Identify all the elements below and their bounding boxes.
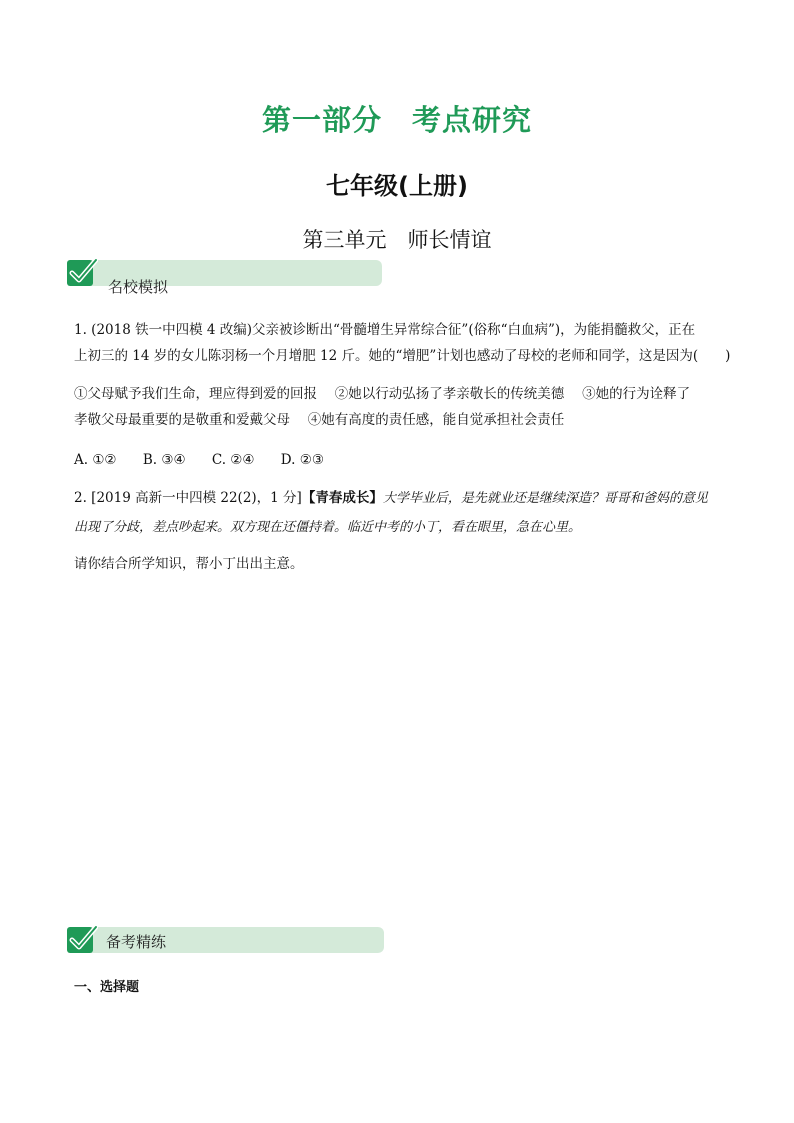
option-a[interactable]: A. ①② <box>74 452 117 468</box>
q2-line1 <box>74 488 708 509</box>
q2-prefix: 2. [2019 高新一中四模 22(2)，1 分] <box>74 490 302 506</box>
q2-line1-rest: 大学毕业后，是先就业还是继续深造？哥哥和爸妈的意见 <box>382 491 708 506</box>
q2-prompt: 请你结合所学知识，帮小丁出出主意。 <box>74 556 304 572</box>
part-heading-choice: 一、选择题 <box>74 980 140 995</box>
part-title: 第一部分 考点研究 <box>261 103 532 137</box>
q1-options <box>74 450 346 470</box>
check-icon <box>66 923 98 955</box>
q2-line2: 出现了分歧，差点吵起来。双方现在还僵持着。临近中考的小丁，看在眼里，急在心里。 <box>74 520 582 535</box>
q1-line2: 上初三的 14 岁的女儿陈羽杨一个月增肥 12 斤。她的“增肥”计划也感动了母校的老师和同学，这是因为( ) <box>74 348 731 364</box>
q1-statement-line1: ①父母赋予我们生命，理应得到爱的回报 ②她以行动弘扬了孝亲敬长的传统美德 ③她的行为诠释了 <box>74 386 691 402</box>
option-b[interactable]: B. ③④ <box>142 452 186 468</box>
option-c[interactable]: C. ②④ <box>211 452 255 468</box>
q2-tag: 【青春成长】 <box>301 490 383 506</box>
unit-title: 第三单元 师长情谊 <box>302 228 492 252</box>
grade-title: 七年级(上册) <box>326 172 468 200</box>
check-icon <box>66 256 98 288</box>
section-label-practice: 备考精练 <box>106 933 167 951</box>
q1-line1: 1. (2018 铁一中四模 4 改编)父亲被诊断出“骨髓增生异常综合征”(俗称“白血病”)，为能捐髓救父，正在 <box>74 322 696 338</box>
option-d[interactable]: D. ②③ <box>280 452 324 468</box>
section-label-mock: 名校模拟 <box>108 278 169 296</box>
q1-statement-line2: 孝敬父母最重要的是敬重和爱戴父母 ④她有高度的责任感，能自觉承担社会责任 <box>74 412 565 428</box>
